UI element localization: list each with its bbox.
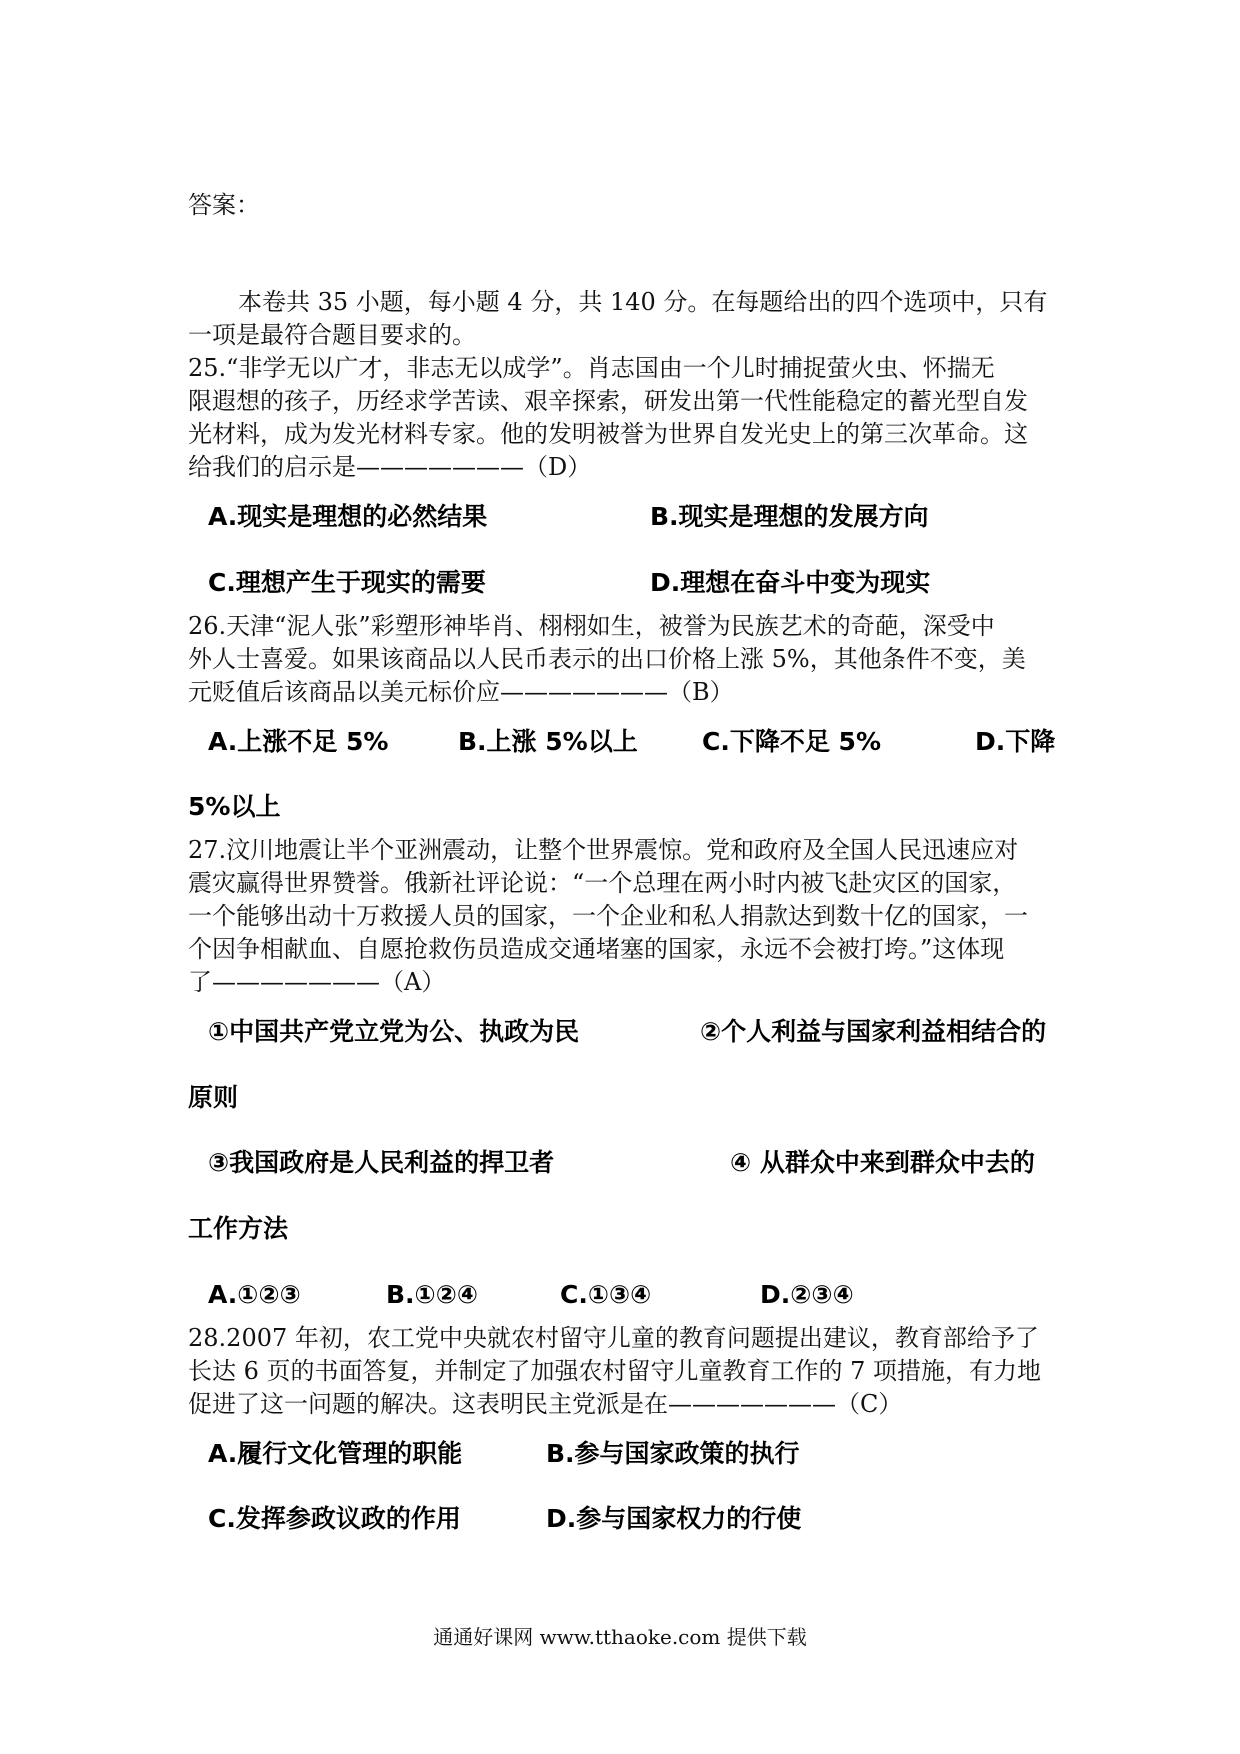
option-c: C.理想产生于现实的需要 bbox=[208, 568, 486, 597]
question-text-line: 26.天津“泥人张”彩塑形神毕肖、栩栩如生，被誉为民族艺术的奇葩，深受中 bbox=[188, 612, 995, 640]
option-b: B.现实是理想的发展方向 bbox=[650, 502, 929, 531]
statement-1: ①中国共产党立党为公、执政为民 bbox=[208, 1017, 580, 1046]
question-text-line: 了———————（A） bbox=[188, 968, 446, 996]
option-a: A.上涨不足 5% bbox=[208, 727, 389, 756]
option-d: D.参与国家权力的行使 bbox=[546, 1504, 802, 1533]
option-d: D.②③④ bbox=[760, 1280, 854, 1309]
option-d-wrap: 5%以上 bbox=[188, 792, 281, 821]
option-c: C.发挥参政议政的作用 bbox=[208, 1504, 461, 1533]
intro-line-1: 本卷共 35 小题，每小题 4 分，共 140 分。在每题给出的四个选项中，只有 bbox=[238, 288, 1048, 316]
question-text-line: 光材料，成为发光材料专家。他的发明被誉为世界自发光史上的第三次革命。这 bbox=[188, 420, 1028, 448]
statement-2: ②个人利益与国家利益相结合的 bbox=[700, 1017, 1047, 1046]
option-a: A.现实是理想的必然结果 bbox=[208, 502, 488, 531]
statement-3: ③我国政府是人民利益的捍卫者 bbox=[208, 1148, 555, 1177]
page-footer: 通通好课网 www.tthaoke.com 提供下载 bbox=[433, 1625, 807, 1649]
statement-2-wrap: 原则 bbox=[188, 1083, 239, 1112]
question-text-line: 元贬值后该商品以美元标价应———————（B） bbox=[188, 678, 734, 706]
question-text-line: 限遐想的孩子，历经求学苦读、艰辛探索，研发出第一代性能稳定的蓄光型自发 bbox=[188, 387, 1028, 415]
question-text-line: 外人士喜爱。如果该商品以人民币表示的出口价格上涨 5%，其他条件不变，美 bbox=[188, 645, 1026, 673]
statement-4: ④ 从群众中来到群众中去的 bbox=[730, 1148, 1035, 1177]
option-c: C.下降不足 5% bbox=[702, 727, 881, 756]
option-a: A.履行文化管理的职能 bbox=[208, 1439, 463, 1468]
question-text-line: 28.2007 年初，农工党中央就农村留守儿童的教育问题提出建议，教育部给予了 bbox=[188, 1324, 1039, 1352]
option-a: A.①②③ bbox=[208, 1280, 301, 1309]
question-text-line: 震灾赢得世界赞誉。俄新社评论说：“一个总理在两小时内被飞赴灾区的国家， bbox=[188, 869, 1017, 897]
statement-4-wrap: 工作方法 bbox=[188, 1214, 289, 1243]
option-b: B.上涨 5%以上 bbox=[458, 727, 638, 756]
option-c: C.①③④ bbox=[560, 1280, 652, 1309]
intro-line-2: 一项是最符合题目要求的。 bbox=[188, 321, 476, 349]
option-b: B.参与国家政策的执行 bbox=[546, 1439, 800, 1468]
question-text-line: 25.“非学无以广才，非志无以成学”。肖志国由一个儿时捕捉萤火虫、怀揣无 bbox=[188, 354, 995, 382]
option-b: B.①②④ bbox=[386, 1280, 479, 1309]
question-text-line: 给我们的启示是———————（D） bbox=[188, 453, 592, 481]
answer-label: 答案： bbox=[188, 191, 260, 219]
question-text-line: 促进了这一问题的解决。这表明民主党派是在———————（C） bbox=[188, 1390, 903, 1418]
question-text-line: 27.汶川地震让半个亚洲震动，让整个世界震惊。党和政府及全国人民迅速应对 bbox=[188, 836, 1019, 864]
option-d: D.下降 bbox=[975, 727, 1056, 756]
question-text-line: 一个能够出动十万救援人员的国家，一个企业和私人捐款达到数十亿的国家，一 bbox=[188, 902, 1028, 930]
option-d: D.理想在奋斗中变为现实 bbox=[650, 568, 931, 597]
question-text-line: 长达 6 页的书面答复，并制定了加强农村留守儿童教育工作的 7 项措施，有力地 bbox=[188, 1357, 1042, 1385]
question-text-line: 个因争相献血、自愿抢救伤员造成交通堵塞的国家，永远不会被打垮。”这体现 bbox=[188, 935, 1005, 963]
